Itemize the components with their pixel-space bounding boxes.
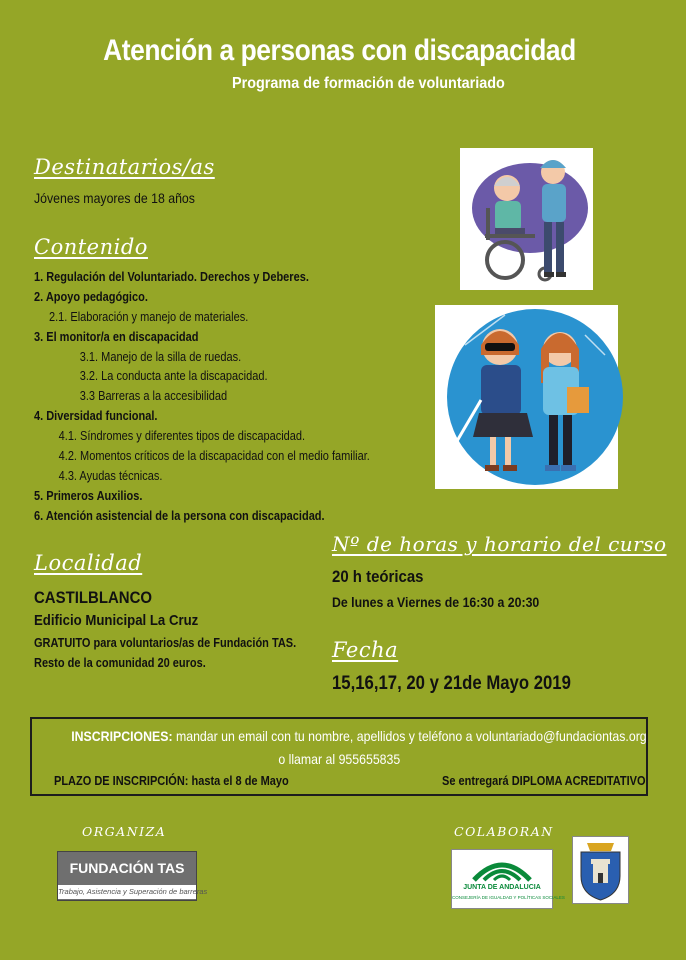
list-item: 5. Primeros Auxilios. [34, 488, 143, 503]
tas-tagline: Trabajo, Asistencia y Superación de barreras [58, 885, 196, 899]
inscripciones-line1 [32, 728, 646, 744]
horario-heading: Nº de horas y horario del curso [332, 532, 667, 556]
wheelchair-illustration [460, 148, 593, 290]
inscripciones-text: mandar un email con tu nombre, apellidos y teléfono a voluntariado@fundaciontas.org [172, 728, 647, 744]
list-item: 4.1. Síndromes y diferentes tipos de discapacidad. [58, 429, 306, 444]
list-item: 3.2. La conducta ante la discapacidad. [79, 369, 268, 384]
junta-emblem-icon [452, 850, 552, 884]
list-item: 4.3. Ayudas técnicas. [58, 468, 163, 483]
price-free: GRATUITO para voluntarios/as de Fundación TAS. [34, 636, 297, 650]
horario-schedule: De lunes a Viernes de 16:30 a 20:30 [332, 594, 540, 610]
localidad-heading: Localidad [34, 551, 143, 575]
list-item: 1. Regulación del Voluntariado. Derechos y Deberes. [34, 270, 309, 284]
inscripciones-line2: o llamar al 955655835 [278, 751, 400, 767]
list-item: 3.3 Barreras a la accesibilidad [79, 389, 228, 404]
list-item: 2.1. Elaboración y manejo de materiales. [48, 309, 249, 324]
blind-person-illustration [435, 305, 618, 489]
list-item: 3. El monitor/a en discapacidad [34, 329, 199, 344]
inscripciones-label: INSCRIPCIONES: [71, 728, 173, 744]
localidad-venue: Edificio Municipal La Cruz [34, 612, 199, 629]
list-item: 3.1. Manejo de la silla de ruedas. [79, 349, 242, 364]
page-title: Atención a personas con discapacidad [103, 34, 576, 67]
organiza-label: ORGANIZA [82, 824, 167, 839]
fecha-heading: Fecha [332, 638, 399, 662]
list-item: 2. Apoyo pedagógico. [34, 289, 148, 304]
castilblanco-shield [572, 836, 629, 904]
inscripciones-diploma: Se entregará DIPLOMA ACREDITATIVO [442, 774, 646, 788]
list-item: 4. Diversidad funcional. [34, 409, 158, 424]
junta-name: JUNTA DE ANDALUCIA [463, 884, 541, 891]
list-item: 4.2. Momentos críticos de la discapacidad con el medio familiar. [58, 449, 370, 464]
destinatarios-text: Jóvenes mayores de 18 años [34, 190, 195, 206]
price-other: Resto de la comunidad 20 euros. [34, 656, 206, 670]
inscripciones-box [30, 717, 648, 796]
page-subtitle: Programa de formación de voluntariado [232, 75, 505, 92]
destinatarios-heading: Destinatarios/as [34, 155, 215, 179]
contenido-heading: Contenido [34, 235, 148, 259]
localidad-town: CASTILBLANCO [34, 588, 153, 607]
contenido-list [34, 268, 394, 527]
inscripciones-deadline: PLAZO DE INSCRIPCIÓN: hasta el 8 de Mayo [54, 774, 289, 788]
fundacion-tas-logo [57, 851, 208, 901]
junta-dept: CONSEJERÍA DE IGUALDAD Y POLÍTICAS SOCIALES [452, 895, 565, 900]
horario-hours: 20 h teóricas [332, 567, 424, 586]
list-item: 6. Atención asistencial de la persona con discapacidad. [34, 508, 325, 523]
fecha-dates: 15,16,17, 20 y 21de Mayo 2019 [332, 673, 571, 694]
colaboran-label: COLABORAN [454, 824, 554, 839]
junta-andalucia-logo [451, 849, 565, 909]
tas-logo-text: FUNDACIÓN TAS [69, 860, 185, 876]
